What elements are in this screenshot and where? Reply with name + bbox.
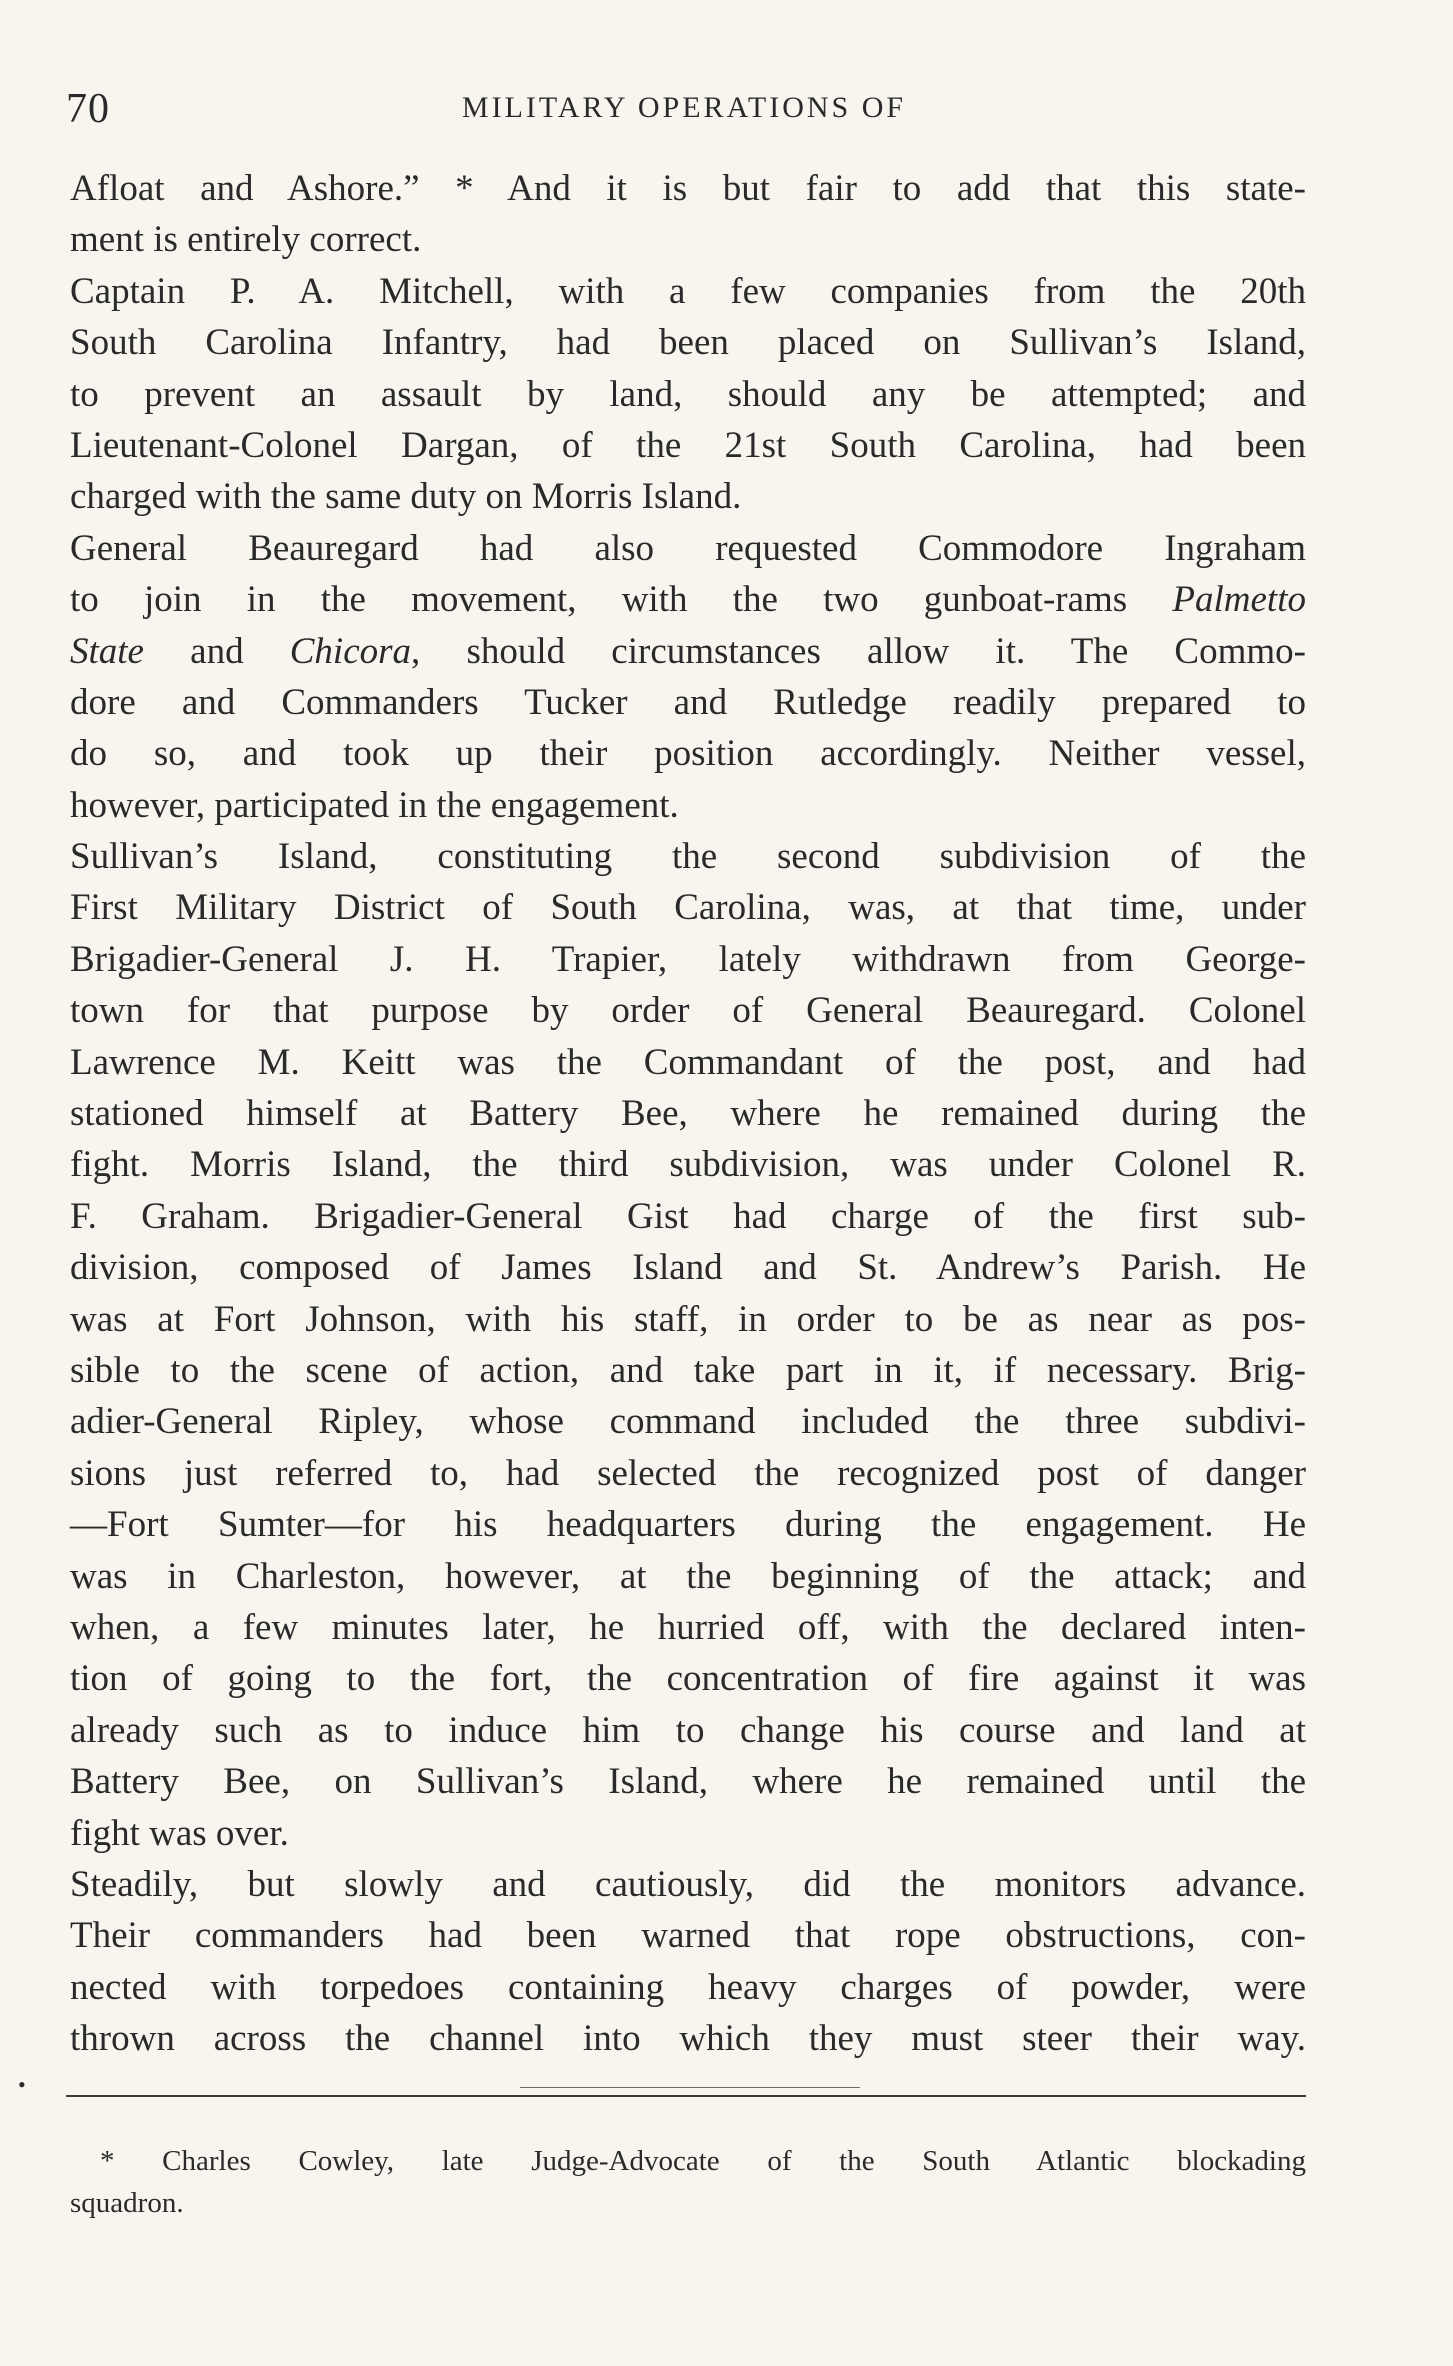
body-line: General Beauregard had also requested Commodore Ingraham (70, 527, 1306, 569)
body-line: tion of going to the fort, the concentration of fire against it was (70, 1658, 1306, 1700)
footnote-separator (520, 2087, 860, 2088)
body-line: Battery Bee, on Sullivan’s Island, where he remained until the (70, 1761, 1306, 1803)
body-line: sible to the scene of action, and take part in it, if necessary. Brig- (70, 1349, 1306, 1391)
body-text (70, 163, 1306, 2064)
body-line: State and Chicora, should circumstances allow it. The Commo- (70, 630, 1306, 672)
footnote-rule (66, 2095, 1306, 2097)
body-line: Sullivan’s Island, constituting the second subdivision of the (70, 836, 1306, 878)
body-line: —Fort Sumter—for his headquarters during the engagement. He (70, 1504, 1306, 1546)
body-line: Captain P. A. Mitchell, with a few companies from the 20th (70, 270, 1306, 312)
body-line: was in Charleston, however, at the beginning of the attack; and (70, 1555, 1306, 1597)
body-line: do so, and took up their position accordingly. Neither vessel, (70, 733, 1306, 775)
footnote-line: * Charles Cowley, late Judge-Advocate of the South Atlantic blockading (100, 2145, 1306, 2177)
body-line: charged with the same duty on Morris Island. (70, 476, 742, 518)
body-line: South Carolina Infantry, had been placed on Sullivan’s Island, (70, 322, 1306, 364)
body-line: however, participated in the engagement. (70, 784, 679, 826)
body-line: Steadily, but slowly and cautiously, did the monitors advance. (70, 1863, 1306, 1905)
body-line: nected with torpedoes containing heavy charges of powder, were (70, 1966, 1306, 2008)
body-line: F. Graham. Brigadier-General Gist had charge of the first sub- (70, 1195, 1306, 1237)
body-line: First Military District of South Carolina, was, at that time, under (70, 887, 1306, 929)
body-line: sions just referred to, had selected the recognized post of danger (70, 1452, 1306, 1494)
body-line: when, a few minutes later, he hurried off, with the declared inten- (70, 1606, 1306, 1648)
body-line: fight was over. (70, 1812, 289, 1854)
body-line: ment is entirely correct. (70, 219, 422, 261)
footnote-line: squadron. (70, 2187, 184, 2219)
body-line: Lawrence M. Keitt was the Commandant of the post, and had (70, 1041, 1306, 1083)
body-line: to join in the movement, with the two gunboat-rams Palmetto (70, 579, 1306, 621)
body-line: fight. Morris Island, the third subdivision, was under Colonel R. (70, 1144, 1306, 1186)
body-line: Their commanders had been warned that rope obstructions, con- (70, 1915, 1306, 1957)
page-header (66, 85, 1302, 135)
body-line: adier-General Ripley, whose command included the three subdivi- (70, 1401, 1306, 1443)
body-line: Lieutenant-Colonel Dargan, of the 21st South Carolina, had been (70, 424, 1306, 466)
running-head: MILITARY OPERATIONS OF (461, 91, 907, 124)
body-line: was at Fort Johnson, with his staff, in order to be as near as pos- (70, 1298, 1306, 1340)
footnote (70, 2140, 1306, 2224)
body-line: town for that purpose by order of General Beauregard. Colonel (70, 990, 1306, 1032)
body-line: to prevent an assault by land, should any be attempted; and (70, 373, 1306, 415)
body-line: dore and Commanders Tucker and Rutledge readily prepared to (70, 681, 1306, 723)
body-line: stationed himself at Battery Bee, where he remained during the (70, 1093, 1306, 1135)
body-line: thrown across the channel into which they must steer their way. (70, 2018, 1306, 2060)
margin-mark: • (18, 2072, 26, 2097)
body-line: Afloat and Ashore.” * And it is but fair to add that this state- (70, 168, 1306, 209)
body-line: Brigadier-General J. H. Trapier, lately withdrawn from George- (70, 938, 1306, 980)
body-line: division, composed of James Island and St. Andrew’s Parish. He (70, 1247, 1306, 1289)
body-line: already such as to induce him to change his course and land at (70, 1709, 1306, 1751)
page-number: 70 (66, 86, 110, 132)
